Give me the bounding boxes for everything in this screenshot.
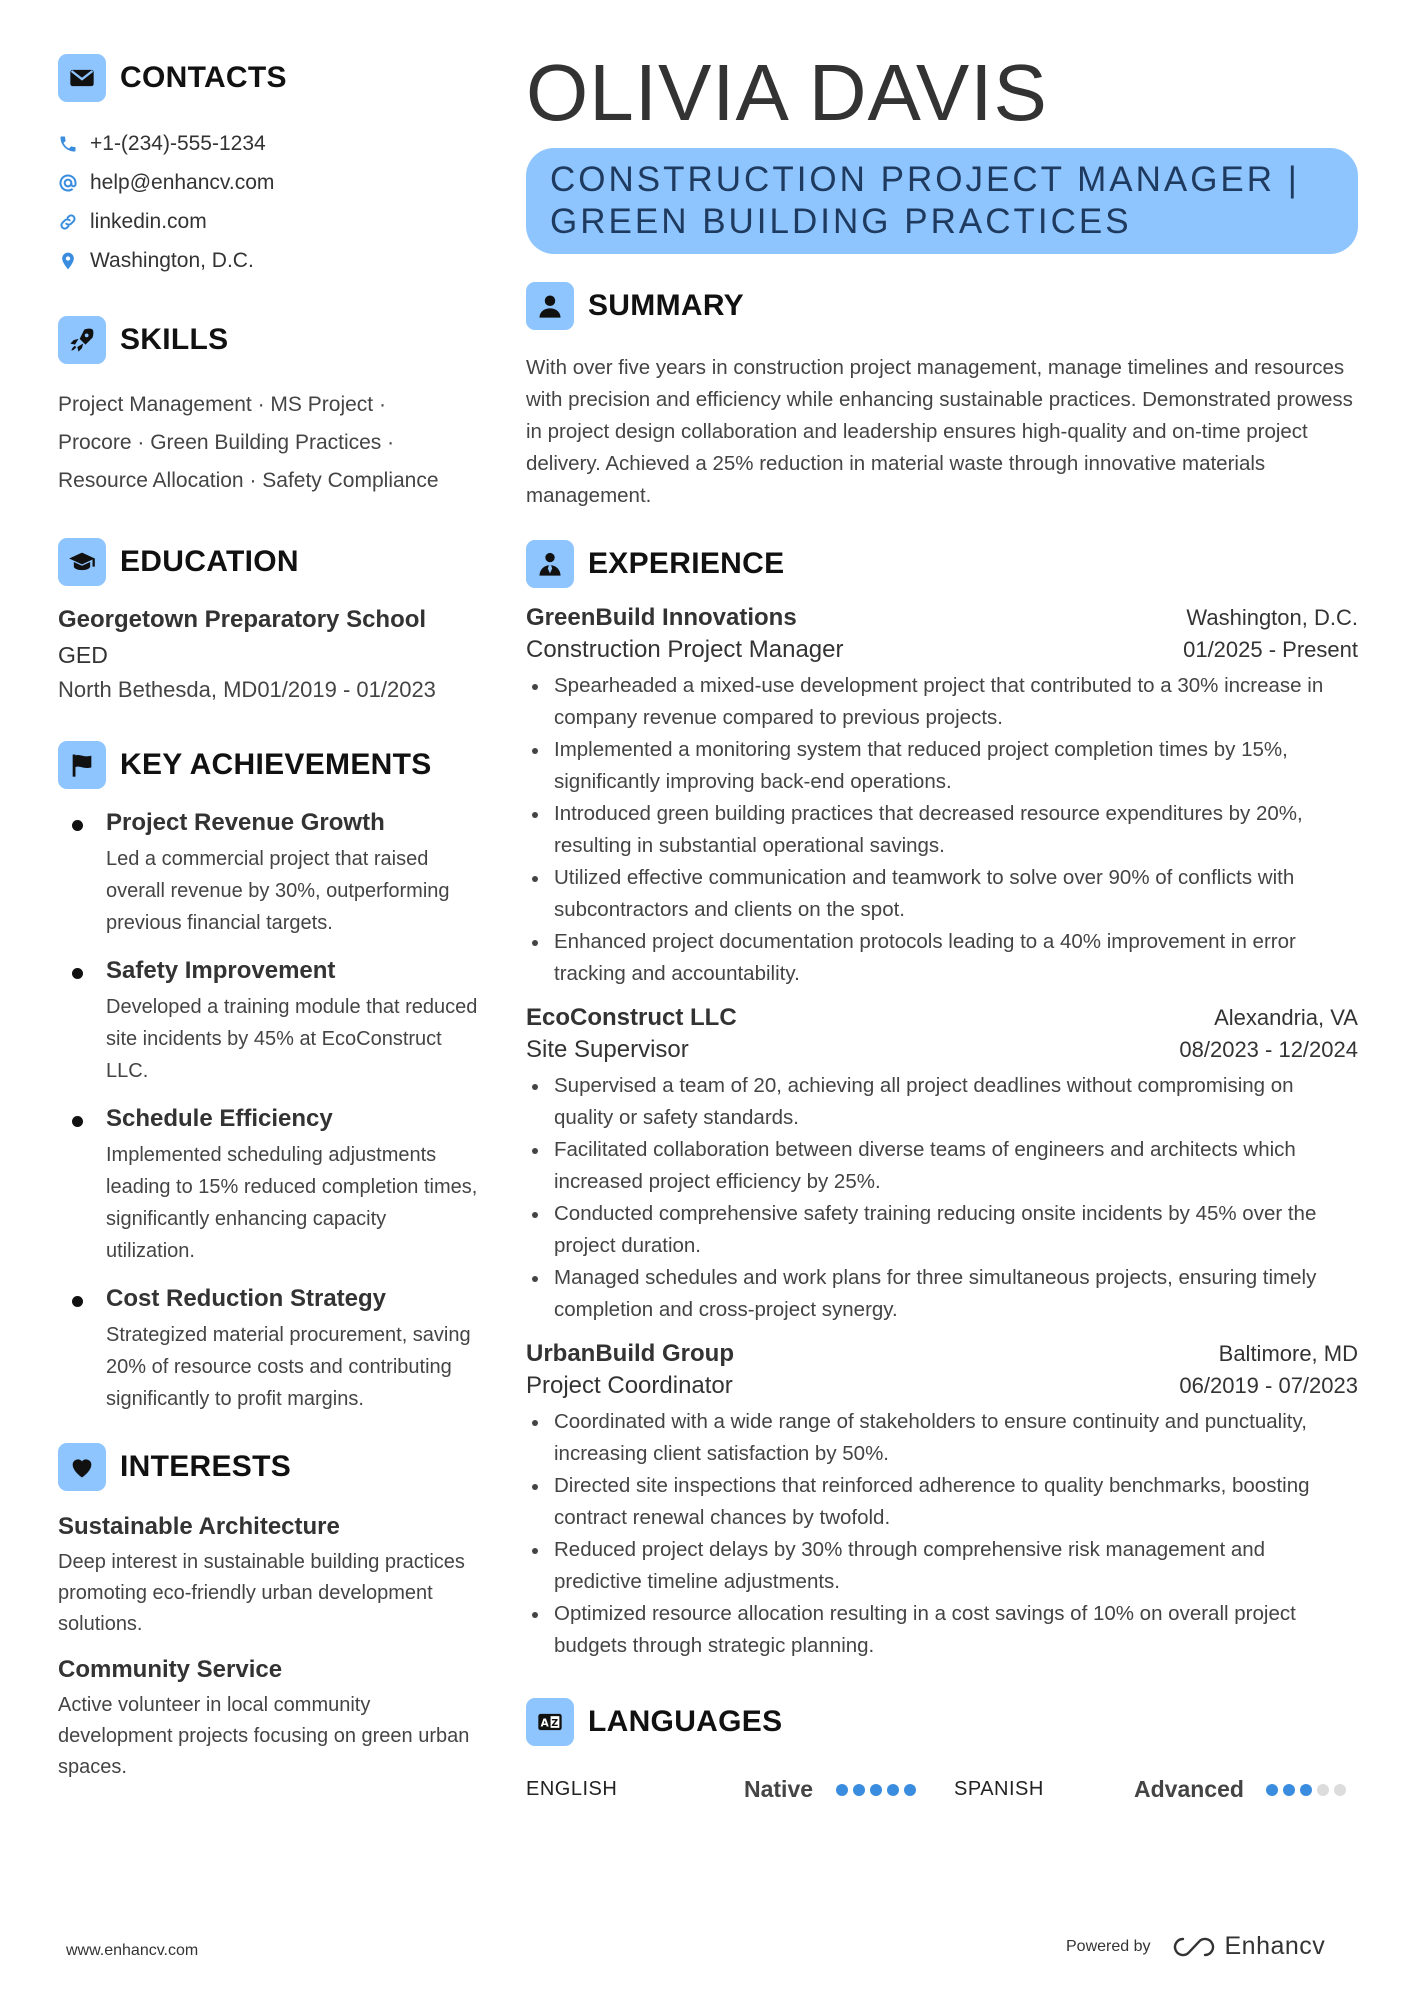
- interest-desc: Deep interest in sustainable building practices promoting eco-friendly urban development solutions.: [58, 1551, 465, 1635]
- language-name: ENGLISH: [526, 1778, 618, 1800]
- job-bullet: Implemented a monitoring system that reduced project completion times by 15%, significantly improving back-end operations.: [526, 734, 1358, 798]
- contact-text: linkedin.com: [90, 209, 207, 233]
- skills-line: Resource Allocation · Safety Compliance: [58, 469, 439, 492]
- achievements-list: [58, 809, 478, 1415]
- achievement-item: [58, 809, 478, 939]
- education-school: Georgetown Preparatory School: [58, 606, 427, 633]
- bullet-dot: [72, 968, 83, 979]
- interests-header: [58, 1443, 478, 1491]
- graduation-cap-icon: [58, 538, 106, 586]
- proficiency-dot-filled: [1300, 1784, 1312, 1796]
- proficiency-dot-filled: [1266, 1784, 1278, 1796]
- at-icon: [58, 173, 78, 193]
- footer-website[interactable]: www.enhancv.com: [66, 1942, 199, 1959]
- skills-line: Project Management · MS Project ·: [58, 393, 386, 416]
- section-title: LANGUAGES: [588, 1705, 783, 1738]
- contact-linkedin[interactable]: [58, 202, 478, 241]
- bullet-dot: [72, 1116, 83, 1127]
- job-entry: [526, 604, 1358, 990]
- job-bullet: Managed schedules and work plans for three simultaneous projects, ensuring timely completion and cross-project synergy.: [526, 1262, 1358, 1326]
- job-entry: [526, 1004, 1358, 1326]
- language-proficiency-dots: [836, 1784, 954, 1796]
- achievement-title: Project Revenue Growth: [106, 809, 385, 836]
- skills-list: [58, 386, 478, 500]
- job-bullet: Directed site inspections that reinforced adherence to quality benchmarks, boosting contract renewal chances by twofold.: [526, 1470, 1358, 1534]
- job-header-row: [526, 1004, 1358, 1032]
- contact-text: help@enhancv.com: [90, 170, 275, 194]
- job-title: [550, 159, 1300, 243]
- proficiency-dot-filled: [887, 1784, 899, 1796]
- proficiency-dot-filled: [836, 1784, 848, 1796]
- job-header-row: [526, 1340, 1358, 1368]
- user-icon: [526, 282, 574, 330]
- proficiency-dot-filled: [904, 1784, 916, 1796]
- job-header-row: [526, 604, 1358, 632]
- right-column: [526, 50, 1358, 1803]
- link-icon: [58, 212, 78, 232]
- contacts-section: [58, 54, 478, 280]
- language-proficiency-dots: [1266, 1784, 1346, 1796]
- job-bullet: Enhanced project documentation protocols leading to a 40% improvement in error tracking and accountability.: [526, 926, 1358, 990]
- job-location: Baltimore, MD: [1218, 1341, 1358, 1366]
- job-bullet: Facilitated collaboration between diverse teams of engineers and architects which increased project efficiency by 25%.: [526, 1134, 1358, 1198]
- job-role: Site Supervisor: [526, 1036, 689, 1063]
- proficiency-dot-empty: [1317, 1784, 1329, 1796]
- education-dates: 01/2019 - 01/2023: [257, 677, 436, 702]
- job-role: Project Coordinator: [526, 1372, 733, 1399]
- language-level: Advanced: [1134, 1776, 1244, 1802]
- location-icon: [58, 251, 78, 271]
- languages-section: [526, 1698, 1358, 1803]
- education-location: North Bethesda, MD: [58, 677, 258, 702]
- section-title: SKILLS: [120, 323, 229, 356]
- contact-text: +1-(234)-555-1234: [90, 131, 266, 155]
- job-bullet: Utilized effective communication and teamwork to solve over 90% of conflicts with subcontractors and clients on the spot.: [526, 862, 1358, 926]
- experience-section: [526, 540, 1358, 1662]
- interest-title: Community Service: [58, 1656, 283, 1683]
- contact-location: [58, 241, 478, 280]
- section-title: KEY ACHIEVEMENTS: [120, 748, 432, 781]
- section-title: SUMMARY: [588, 289, 744, 322]
- footer-branding: [1066, 1932, 1325, 1961]
- job-bullet: Supervised a team of 20, achieving all project deadlines without compromising on quality or safety standards.: [526, 1070, 1358, 1134]
- proficiency-dot-filled: [870, 1784, 882, 1796]
- bullet-dot: [72, 820, 83, 831]
- section-title: CONTACTS: [120, 61, 287, 94]
- interest-desc: Active volunteer in local community development projects focusing on green urban spaces.: [58, 1694, 470, 1778]
- achievement-desc: Led a commercial project that raised overall revenue by 30%, outperforming previous financial targets.: [106, 848, 450, 934]
- contact-email[interactable]: [58, 163, 478, 202]
- contact-list: [58, 124, 478, 280]
- languages-row: [526, 1776, 1358, 1803]
- job-bullet: Coordinated with a wide range of stakeholders to ensure continuity and punctuality, increasing client satisfaction by 50%.: [526, 1406, 1358, 1470]
- heart-icon: [58, 1443, 106, 1491]
- brand-logo[interactable]: [1171, 1932, 1326, 1961]
- skills-section: [58, 316, 478, 500]
- section-title: INTERESTS: [120, 1450, 292, 1483]
- interest-item: [58, 1513, 478, 1640]
- svg-text:A: A: [540, 1717, 549, 1730]
- job-role-row: [526, 636, 1358, 664]
- job-location: Alexandria, VA: [1214, 1005, 1358, 1030]
- job-role: Construction Project Manager: [526, 636, 844, 663]
- job-dates: 06/2019 - 07/2023: [1179, 1373, 1358, 1398]
- achievement-item: [58, 1105, 478, 1267]
- businessperson-icon: [526, 540, 574, 588]
- job-bullets: [526, 1406, 1358, 1662]
- svg-text:Z: Z: [551, 1718, 559, 1730]
- job-entry: [526, 1340, 1358, 1662]
- achievement-desc: Implemented scheduling adjustments leading to 15% reduced completion times, significantly enhancing capacity utilization.: [106, 1144, 478, 1262]
- bullet-dot: [72, 1296, 83, 1307]
- candidate-name: OLIVIA DAVIS: [526, 48, 1048, 137]
- proficiency-dot-empty: [1334, 1784, 1346, 1796]
- job-bullet: Spearheaded a mixed-use development project that contributed to a 30% increase in company revenue compared to previous projects.: [526, 670, 1358, 734]
- section-title: EXPERIENCE: [588, 547, 785, 580]
- powered-by-label: Powered by: [1066, 1937, 1151, 1955]
- achievement-item: [58, 1285, 478, 1415]
- job-dates: 01/2025 - Present: [1183, 637, 1358, 662]
- job-bullets: [526, 670, 1358, 990]
- flag-icon: [58, 741, 106, 789]
- education-header: [58, 538, 478, 586]
- summary-section: [526, 282, 1358, 512]
- job-company: GreenBuild Innovations: [526, 604, 797, 631]
- envelope-icon: [58, 54, 106, 102]
- achievement-title: Safety Improvement: [106, 957, 336, 984]
- job-dates: 08/2023 - 12/2024: [1179, 1037, 1358, 1062]
- education-degree: GED: [58, 642, 108, 668]
- translate-icon: [526, 1698, 574, 1746]
- interests-section: [58, 1443, 478, 1783]
- achievement-title: Cost Reduction Strategy: [106, 1285, 387, 1312]
- achievements-section: [58, 741, 478, 1415]
- skills-line: Procore · Green Building Practices ·: [58, 431, 395, 454]
- achievement-item: [58, 957, 478, 1087]
- achievement-desc: Developed a training module that reduced site incidents by 45% at EcoConstruct LLC.: [106, 996, 478, 1082]
- job-bullet: Optimized resource allocation resulting in a cost savings of 10% on overall project budgets through strategic planning.: [526, 1598, 1358, 1662]
- job-location: Washington, D.C.: [1186, 605, 1358, 630]
- contact-text: Washington, D.C.: [90, 248, 254, 272]
- job-title-line: GREEN BUILDING PRACTICES: [550, 202, 1132, 241]
- language-level: Native: [744, 1776, 814, 1802]
- brand-name: Enhancv: [1224, 1932, 1326, 1960]
- achievement-title: Schedule Efficiency: [106, 1105, 333, 1132]
- enhancv-logo-icon: [1171, 1935, 1217, 1959]
- proficiency-dot-filled: [853, 1784, 865, 1796]
- education-section: [58, 538, 478, 703]
- achievements-header: [58, 741, 478, 789]
- job-company: UrbanBuild Group: [526, 1340, 734, 1367]
- section-title: EDUCATION: [120, 545, 299, 578]
- rocket-icon: [58, 316, 106, 364]
- job-bullet: Introduced green building practices that decreased resource expenditures by 20%, resulting in substantial operational savings.: [526, 798, 1358, 862]
- summary-text: With over five years in construction project management, manage timelines and resources with precision and efficiency while enhancing sustainable practices. Demonstrated prowess in project design collaboration and leadership ensures high-quality and on-time project delivery. Achieved a 25% reduction in material waste through innovative materials management.: [526, 356, 1353, 507]
- language-name: SPANISH: [954, 1778, 1044, 1800]
- job-bullets: [526, 1070, 1358, 1326]
- job-role-row: [526, 1036, 1358, 1064]
- skills-header: [58, 316, 478, 364]
- experience-header: [526, 540, 1358, 588]
- job-bullet: Conducted comprehensive safety training reducing onsite incidents by 45% over the project duration.: [526, 1198, 1358, 1262]
- languages-header: [526, 1698, 1358, 1746]
- summary-header: [526, 282, 1358, 330]
- proficiency-dot-filled: [1283, 1784, 1295, 1796]
- job-title-line: CONSTRUCTION PROJECT MANAGER |: [550, 160, 1300, 199]
- left-column: [58, 54, 478, 1783]
- interest-title: Sustainable Architecture: [58, 1513, 340, 1540]
- interest-item: [58, 1656, 478, 1783]
- job-company: EcoConstruct LLC: [526, 1004, 737, 1031]
- education-meta: [58, 677, 478, 703]
- job-bullet: Reduced project delays by 30% through comprehensive risk management and predictive timeline adjustments.: [526, 1534, 1358, 1598]
- contact-phone[interactable]: [58, 124, 478, 163]
- job-title-banner: [526, 148, 1358, 254]
- phone-icon: [58, 134, 78, 154]
- achievement-desc: Strategized material procurement, saving 20% of resource costs and contributing significantly to profit margins.: [106, 1324, 471, 1410]
- contacts-header: [58, 54, 478, 102]
- job-role-row: [526, 1372, 1358, 1400]
